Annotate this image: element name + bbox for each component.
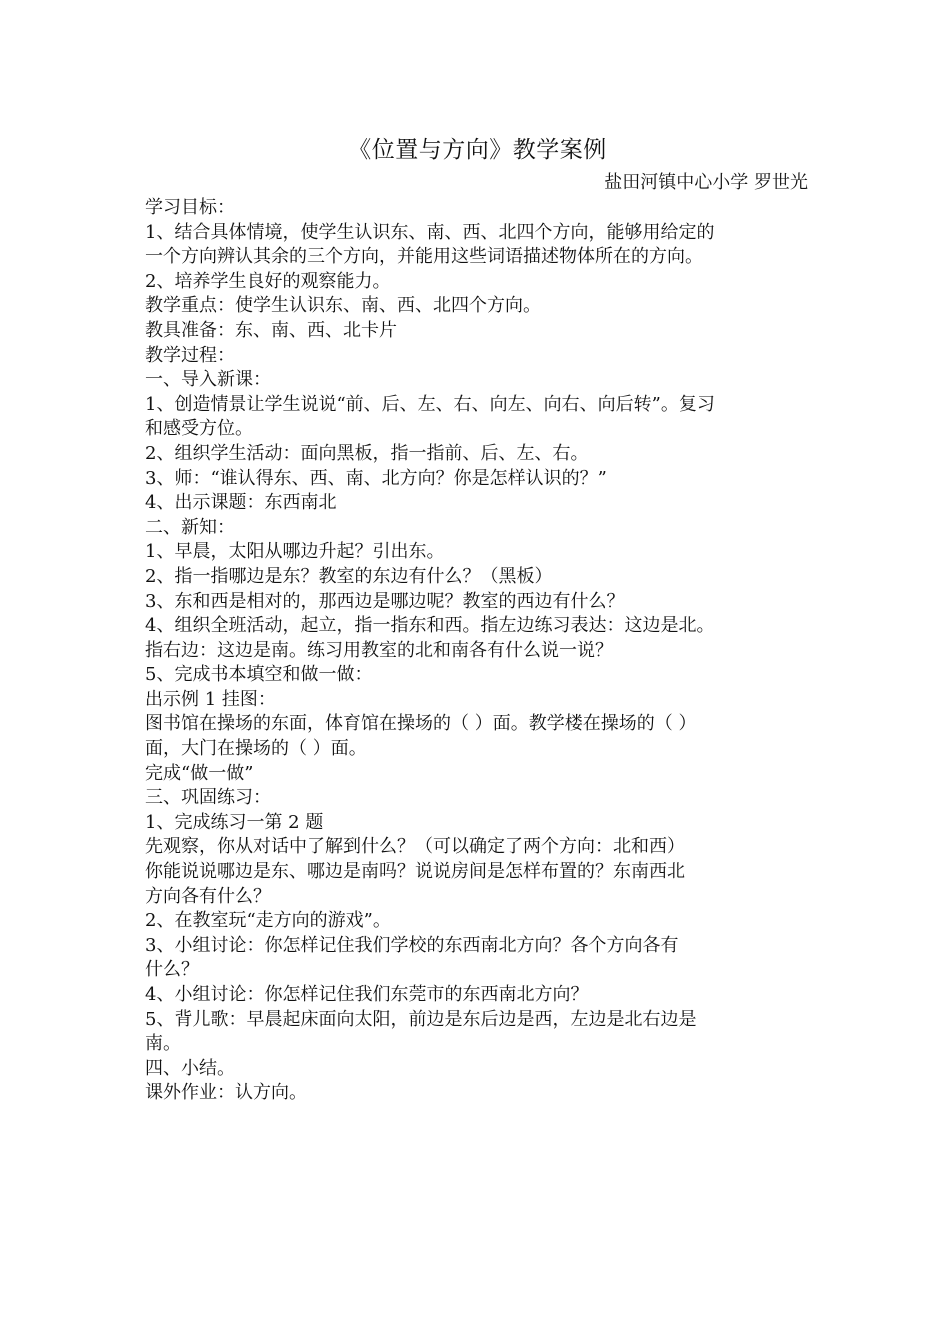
text-line: 出示例 1 挂图： (145, 688, 276, 710)
text-line: 1、完成练习一第 2 题 (145, 811, 324, 833)
text-line: 图书馆在操场的东面，体育馆在操场的（ ）面。教学楼在操场的（ ） (145, 713, 697, 735)
text-line: 5、背儿歌：早晨起床面向太阳，前边是东后边是西，左边是北右边是 (145, 1008, 697, 1030)
text-line: 教学过程： (145, 344, 235, 366)
document-title: 《位置与方向》教学案例 (348, 137, 607, 163)
text-line: 你能说说哪边是东、哪边是南吗？说说房间是怎样布置的？东南西北 (145, 861, 685, 883)
text-line: 和感受方位。 (145, 418, 253, 440)
text-line: 教学重点：使学生认识东、南、西、北四个方向。 (145, 295, 541, 317)
text-line: 先观察，你从对话中了解到什么？（可以确定了两个方向：北和西） (145, 836, 685, 858)
text-line: 一、导入新课： (145, 369, 271, 391)
text-line: 3、师：“谁认得东、西、南、北方向？你是怎样认识的？” (145, 467, 607, 489)
text-line: 课外作业：认方向。 (145, 1082, 307, 1104)
text-line: 3、东和西是相对的，那西边是哪边呢？教室的西边有什么？ (145, 590, 625, 612)
text-line: 2、组织学生活动：面向黑板，指一指前、后、左、右。 (145, 442, 589, 464)
text-line: 5、完成书本填空和做一做： (145, 664, 373, 686)
text-line: 1、早晨，太阳从哪边升起？引出东。 (145, 541, 445, 563)
text-line: 方向各有什么？ (145, 885, 271, 907)
document-page (145, 0, 810, 1106)
document-body (145, 196, 810, 1106)
document-author: 盐田河镇中心小学 罗世光 (604, 172, 808, 193)
text-line: 2、培养学生良好的观察能力。 (145, 270, 391, 292)
text-line: 1、创造情景让学生说说“前、后、左、右、向左、向右、向后转”。复习 (145, 393, 715, 415)
text-line: 教具准备：东、南、西、北卡片 (145, 319, 397, 341)
text-line: 2、在教室玩“走方向的游戏”。 (145, 910, 391, 932)
text-line: 4、组织全班活动，起立，指一指东和西。指左边练习表达：这边是北。 (145, 615, 715, 637)
text-line: 4、小组讨论：你怎样记住我们东莞市的东西南北方向？ (145, 984, 589, 1005)
text-line: 面，大门在操场的（ ）面。 (145, 738, 367, 760)
text-line: 学习目标： (145, 197, 235, 218)
text-line: 4、出示课题：东西南北 (145, 492, 337, 514)
text-line: 南。 (145, 1033, 181, 1055)
text-line: 2、指一指哪边是东？教室的东边有什么？（黑板） (145, 565, 553, 587)
text-line: 3、小组讨论：你怎样记住我们学校的东西南北方向？各个方向各有 (145, 934, 679, 956)
text-line: 三、巩固练习： (145, 787, 271, 809)
text-line: 指右边：这边是南。练习用教室的北和南各有什么说一说？ (145, 639, 613, 661)
text-line: 二、新知： (145, 516, 235, 538)
text-line: 一个方向辨认其余的三个方向，并能用这些词语描述物体所在的方向。 (145, 246, 703, 268)
text-line: 完成“做一做” (145, 762, 254, 784)
text-line: 四、小结。 (145, 1057, 235, 1079)
text-line: 1、结合具体情境，使学生认识东、南、西、北四个方向，能够用给定的 (145, 221, 715, 243)
text-line: 什么？ (145, 959, 199, 981)
